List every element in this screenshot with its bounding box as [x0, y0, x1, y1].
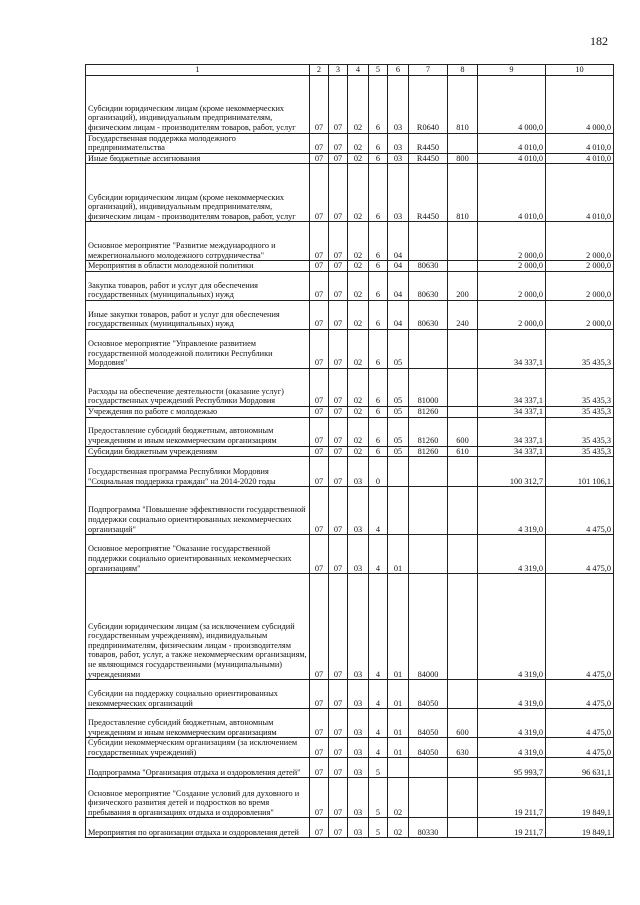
cell-col-8: 600 [448, 709, 478, 738]
cell-col-2: 07 [310, 738, 329, 758]
column-header-2: 2 [310, 65, 329, 76]
cell-col-8 [448, 758, 478, 778]
cell-col-2: 07 [310, 758, 329, 778]
cell-col-2: 07 [310, 778, 329, 818]
cell-col-8: 630 [448, 738, 478, 758]
cell-col-7 [409, 457, 448, 487]
cell-col-7: 80330 [409, 818, 448, 838]
cell-col-2: 07 [310, 406, 329, 417]
row-name-cell: Субсидии юридическим лицам (кроме некоммерческих организаций), индивидуальным предпринимателям, физическим лицам - производителям товаров, работ, услуг [86, 164, 310, 222]
row-name-cell: Мероприятия в области молодежной политики [86, 261, 310, 272]
cell-col-2: 07 [310, 709, 329, 738]
cell-col-9: 34 337,1 [478, 368, 546, 406]
cell-col-9: 34 337,1 [478, 446, 546, 457]
cell-col-3: 07 [329, 535, 348, 574]
row-name-cell: Основное мероприятие "Развитие международного и межрегионального молодежного сотрудничества" [86, 222, 310, 261]
cell-col-5: 6 [369, 133, 388, 153]
cell-col-6: 04 [388, 261, 409, 272]
cell-col-3: 07 [329, 778, 348, 818]
row-name-cell: Государственная поддержка молодежного предпринимательства [86, 133, 310, 153]
cell-col-6: 05 [388, 417, 409, 446]
cell-col-10: 4 475,0 [546, 709, 614, 738]
cell-col-7: R0640 [409, 75, 448, 133]
cell-col-9: 4 319,0 [478, 680, 546, 709]
row-name-cell: Субсидии на поддержку социально ориентированных некоммерческих организаций [86, 680, 310, 709]
cell-col-3: 07 [329, 222, 348, 261]
cell-col-5: 4 [369, 709, 388, 738]
cell-col-8: 810 [448, 75, 478, 133]
row-name-cell: Учреждения по работе с молодежью [86, 406, 310, 417]
cell-col-6: 03 [388, 75, 409, 133]
cell-col-5: 6 [369, 75, 388, 133]
cell-col-7 [409, 758, 448, 778]
cell-col-10: 35 435,3 [546, 406, 614, 417]
row-name-cell: Закупка товаров, работ и услуг для обеспечения государственных (муниципальных) нужд [86, 271, 310, 300]
cell-col-7 [409, 329, 448, 368]
cell-col-7: 80630 [409, 261, 448, 272]
cell-col-7 [409, 487, 448, 535]
cell-col-10: 35 435,3 [546, 329, 614, 368]
column-header-6: 6 [388, 65, 409, 76]
cell-col-8 [448, 329, 478, 368]
table-row [86, 818, 614, 838]
cell-col-4: 03 [348, 709, 369, 738]
cell-col-6: 05 [388, 406, 409, 417]
cell-col-6: 01 [388, 574, 409, 680]
cell-col-9: 2 000,0 [478, 300, 546, 329]
cell-col-4: 02 [348, 446, 369, 457]
table-row [86, 778, 614, 818]
table-row [86, 758, 614, 778]
cell-col-7: R4450 [409, 133, 448, 153]
cell-col-9: 19 211,7 [478, 778, 546, 818]
cell-col-9: 95 993,7 [478, 758, 546, 778]
cell-col-6: 05 [388, 368, 409, 406]
cell-col-7: 84050 [409, 738, 448, 758]
cell-col-2: 07 [310, 574, 329, 680]
column-header-7: 7 [409, 65, 448, 76]
table-row [86, 261, 614, 272]
cell-col-2: 07 [310, 222, 329, 261]
cell-col-10: 4 475,0 [546, 487, 614, 535]
cell-col-7 [409, 222, 448, 261]
cell-col-7 [409, 535, 448, 574]
cell-col-6: 01 [388, 738, 409, 758]
cell-col-6: 03 [388, 133, 409, 153]
cell-col-7: 84050 [409, 680, 448, 709]
cell-col-9: 4 319,0 [478, 709, 546, 738]
cell-col-10: 35 435,3 [546, 368, 614, 406]
table-row [86, 709, 614, 738]
row-name-cell: Субсидии юридическим лицам (кроме некоммерческих организаций), индивидуальным предпринимателям, физическим лицам - производителям товаров, работ, услуг [86, 75, 310, 133]
cell-col-9: 2 000,0 [478, 271, 546, 300]
cell-col-3: 07 [329, 680, 348, 709]
table-row [86, 222, 614, 261]
cell-col-3: 07 [329, 368, 348, 406]
cell-col-8 [448, 535, 478, 574]
cell-col-2: 07 [310, 153, 329, 164]
cell-col-10: 101 106,1 [546, 457, 614, 487]
cell-col-8 [448, 457, 478, 487]
cell-col-10: 35 435,3 [546, 446, 614, 457]
cell-col-5: 5 [369, 778, 388, 818]
cell-col-4: 03 [348, 758, 369, 778]
table-row [86, 417, 614, 446]
cell-col-9: 34 337,1 [478, 417, 546, 446]
cell-col-2: 07 [310, 368, 329, 406]
table-row [86, 271, 614, 300]
cell-col-2: 07 [310, 300, 329, 329]
cell-col-9: 100 312,7 [478, 457, 546, 487]
cell-col-7: 81000 [409, 368, 448, 406]
cell-col-10: 96 631,1 [546, 758, 614, 778]
cell-col-3: 07 [329, 271, 348, 300]
page-number: 182 [590, 34, 608, 48]
cell-col-5: 6 [369, 329, 388, 368]
cell-col-10: 2 000,0 [546, 271, 614, 300]
row-name-cell: Иные бюджетные ассигнования [86, 153, 310, 164]
cell-col-4: 02 [348, 300, 369, 329]
cell-col-5: 6 [369, 153, 388, 164]
table-row [86, 133, 614, 153]
cell-col-3: 07 [329, 153, 348, 164]
cell-col-10: 4 000,0 [546, 75, 614, 133]
cell-col-8 [448, 574, 478, 680]
row-name-cell: Основное мероприятие "Создание условий для духовного и физического развития детей и подростков во время пребывания в организациях отдыха и оздоровления" [86, 778, 310, 818]
cell-col-7: 80630 [409, 271, 448, 300]
cell-col-6: 01 [388, 535, 409, 574]
cell-col-5: 6 [369, 417, 388, 446]
cell-col-10: 4 010,0 [546, 133, 614, 153]
row-name-cell: Субсидии бюджетным учреждениям [86, 446, 310, 457]
cell-col-6: 04 [388, 222, 409, 261]
cell-col-2: 07 [310, 164, 329, 222]
cell-col-10: 19 849,1 [546, 818, 614, 838]
cell-col-4: 03 [348, 535, 369, 574]
cell-col-10: 4 010,0 [546, 153, 614, 164]
table-row [86, 164, 614, 222]
cell-col-5: 6 [369, 164, 388, 222]
cell-col-6: 02 [388, 778, 409, 818]
cell-col-8 [448, 818, 478, 838]
cell-col-3: 07 [329, 446, 348, 457]
cell-col-2: 07 [310, 680, 329, 709]
cell-col-5: 6 [369, 300, 388, 329]
row-name-cell: Подпрограмма "Организация отдыха и оздоровления детей" [86, 758, 310, 778]
table-row [86, 487, 614, 535]
row-name-cell: Мероприятия по организации отдыха и оздоровления детей [86, 818, 310, 838]
cell-col-7: R4450 [409, 153, 448, 164]
cell-col-4: 03 [348, 680, 369, 709]
cell-col-4: 03 [348, 574, 369, 680]
cell-col-8 [448, 778, 478, 818]
cell-col-6 [388, 758, 409, 778]
cell-col-2: 07 [310, 487, 329, 535]
cell-col-9: 4 010,0 [478, 164, 546, 222]
column-header-9: 9 [478, 65, 546, 76]
cell-col-9: 4 319,0 [478, 738, 546, 758]
cell-col-2: 07 [310, 457, 329, 487]
cell-col-6: 01 [388, 680, 409, 709]
table-row [86, 75, 614, 133]
cell-col-4: 02 [348, 417, 369, 446]
cell-col-9: 2 000,0 [478, 222, 546, 261]
column-header-3: 3 [329, 65, 348, 76]
cell-col-9: 19 211,7 [478, 818, 546, 838]
cell-col-7 [409, 778, 448, 818]
cell-col-9: 4 010,0 [478, 153, 546, 164]
cell-col-3: 07 [329, 457, 348, 487]
cell-col-10: 2 000,0 [546, 222, 614, 261]
cell-col-4: 02 [348, 368, 369, 406]
table-row [86, 368, 614, 406]
column-header-8: 8 [448, 65, 478, 76]
table-row [86, 457, 614, 487]
cell-col-10: 4 010,0 [546, 164, 614, 222]
cell-col-5: 6 [369, 222, 388, 261]
cell-col-5: 4 [369, 487, 388, 535]
cell-col-4: 02 [348, 133, 369, 153]
cell-col-5: 4 [369, 680, 388, 709]
cell-col-8 [448, 368, 478, 406]
cell-col-10: 4 475,0 [546, 738, 614, 758]
cell-col-3: 07 [329, 709, 348, 738]
column-header-5: 5 [369, 65, 388, 76]
cell-col-6: 04 [388, 300, 409, 329]
row-name-cell: Субсидии юридическим лицам (за исключением субсидий государственным учреждениям), индивидуальным предпринимателям, физическим лицам - производителям товаров, работ, услуг, а также некоммерческим организациям, не являющимся государственными (муниципальными) учреждениями [86, 574, 310, 680]
cell-col-8: 800 [448, 153, 478, 164]
cell-col-10: 2 000,0 [546, 300, 614, 329]
cell-col-4: 03 [348, 738, 369, 758]
cell-col-4: 02 [348, 153, 369, 164]
cell-col-3: 07 [329, 300, 348, 329]
cell-col-5: 6 [369, 261, 388, 272]
table-row [86, 406, 614, 417]
row-name-cell: Основное мероприятие "Управление развитием государственной молодежной политики Республики Мордовия" [86, 329, 310, 368]
budget-table [85, 64, 614, 838]
cell-col-5: 4 [369, 574, 388, 680]
cell-col-4: 02 [348, 271, 369, 300]
row-name-cell: Иные закупки товаров, работ и услуг для обеспечения государственных (муниципальных) нужд [86, 300, 310, 329]
cell-col-3: 07 [329, 75, 348, 133]
cell-col-2: 07 [310, 75, 329, 133]
cell-col-2: 07 [310, 329, 329, 368]
table-row [86, 680, 614, 709]
cell-col-9: 4 319,0 [478, 535, 546, 574]
cell-col-6 [388, 487, 409, 535]
cell-col-3: 07 [329, 574, 348, 680]
table-row [86, 153, 614, 164]
cell-col-4: 02 [348, 164, 369, 222]
cell-col-8: 810 [448, 164, 478, 222]
cell-col-6: 04 [388, 271, 409, 300]
cell-col-7: 84000 [409, 574, 448, 680]
cell-col-6: 03 [388, 153, 409, 164]
cell-col-8: 240 [448, 300, 478, 329]
cell-col-3: 07 [329, 133, 348, 153]
cell-col-9: 4 319,0 [478, 487, 546, 535]
cell-col-8 [448, 222, 478, 261]
cell-col-10: 4 475,0 [546, 574, 614, 680]
cell-col-8 [448, 406, 478, 417]
cell-col-8 [448, 261, 478, 272]
column-header-1: 1 [86, 65, 310, 76]
cell-col-4: 03 [348, 818, 369, 838]
row-name-cell: Основное мероприятие "Оказание государственной поддержки социально ориентированных некоммерческих организациям" [86, 535, 310, 574]
cell-col-3: 07 [329, 406, 348, 417]
table-row [86, 329, 614, 368]
row-name-cell: Государственная программа Республики Мордовия "Социальная поддержка граждан" на 2014-2020 годы [86, 457, 310, 487]
cell-col-9: 4 319,0 [478, 574, 546, 680]
cell-col-3: 07 [329, 261, 348, 272]
cell-col-3: 07 [329, 329, 348, 368]
cell-col-5: 5 [369, 818, 388, 838]
cell-col-8: 610 [448, 446, 478, 457]
cell-col-9: 34 337,1 [478, 406, 546, 417]
cell-col-5: 6 [369, 406, 388, 417]
cell-col-3: 07 [329, 738, 348, 758]
cell-col-4: 02 [348, 329, 369, 368]
row-name-cell: Расходы на обеспечение деятельности (оказание услуг) государственных учреждений Республики Мордовия [86, 368, 310, 406]
cell-col-3: 07 [329, 818, 348, 838]
cell-col-2: 07 [310, 417, 329, 446]
cell-col-10: 35 435,3 [546, 417, 614, 446]
cell-col-4: 02 [348, 261, 369, 272]
cell-col-6: 03 [388, 164, 409, 222]
header-row [86, 65, 614, 76]
cell-col-6: 05 [388, 329, 409, 368]
cell-col-3: 07 [329, 758, 348, 778]
cell-col-7: 84050 [409, 709, 448, 738]
cell-col-6: 05 [388, 446, 409, 457]
row-name-cell: Предоставление субсидий бюджетным, автономным учреждениям и иным некоммерческим организациям [86, 709, 310, 738]
cell-col-10: 19 849,1 [546, 778, 614, 818]
cell-col-5: 4 [369, 535, 388, 574]
cell-col-2: 07 [310, 535, 329, 574]
cell-col-2: 07 [310, 446, 329, 457]
row-name-cell: Субсидии некоммерческим организациям (за исключением государственных учреждений) [86, 738, 310, 758]
cell-col-7: 81260 [409, 446, 448, 457]
cell-col-2: 07 [310, 818, 329, 838]
cell-col-9: 2 000,0 [478, 261, 546, 272]
cell-col-8 [448, 133, 478, 153]
cell-col-4: 02 [348, 406, 369, 417]
cell-col-3: 07 [329, 164, 348, 222]
cell-col-4: 02 [348, 222, 369, 261]
cell-col-5: 5 [369, 758, 388, 778]
cell-col-5: 6 [369, 271, 388, 300]
cell-col-2: 07 [310, 261, 329, 272]
cell-col-6: 01 [388, 709, 409, 738]
row-name-cell: Подпрограмма "Повышение эффективности государственной поддержки социально ориентированных некоммерческих организаций" [86, 487, 310, 535]
cell-col-6 [388, 457, 409, 487]
cell-col-7: 80630 [409, 300, 448, 329]
cell-col-4: 03 [348, 487, 369, 535]
cell-col-5: 6 [369, 446, 388, 457]
cell-col-7: 81260 [409, 417, 448, 446]
cell-col-5: 6 [369, 368, 388, 406]
cell-col-8: 600 [448, 417, 478, 446]
column-header-10: 10 [546, 65, 614, 76]
table-row [86, 535, 614, 574]
table-row [86, 738, 614, 758]
cell-col-9: 34 337,1 [478, 329, 546, 368]
column-header-4: 4 [348, 65, 369, 76]
cell-col-4: 03 [348, 778, 369, 818]
cell-col-3: 07 [329, 487, 348, 535]
cell-col-2: 07 [310, 271, 329, 300]
table-row [86, 574, 614, 680]
table-row [86, 446, 614, 457]
cell-col-9: 4 000,0 [478, 75, 546, 133]
cell-col-4: 02 [348, 75, 369, 133]
cell-col-5: 4 [369, 738, 388, 758]
cell-col-10: 2 000,0 [546, 261, 614, 272]
cell-col-8 [448, 487, 478, 535]
row-name-cell: Предоставление субсидий бюджетным, автономным учреждениям и иным некоммерческим организациям [86, 417, 310, 446]
cell-col-10: 4 475,0 [546, 535, 614, 574]
cell-col-7: R4450 [409, 164, 448, 222]
cell-col-4: 03 [348, 457, 369, 487]
cell-col-2: 07 [310, 133, 329, 153]
cell-col-8: 200 [448, 271, 478, 300]
cell-col-8 [448, 680, 478, 709]
cell-col-6: 02 [388, 818, 409, 838]
table-row [86, 300, 614, 329]
cell-col-10: 4 475,0 [546, 680, 614, 709]
cell-col-7: 81260 [409, 406, 448, 417]
cell-col-5: 0 [369, 457, 388, 487]
cell-col-9: 4 010,0 [478, 133, 546, 153]
cell-col-3: 07 [329, 417, 348, 446]
